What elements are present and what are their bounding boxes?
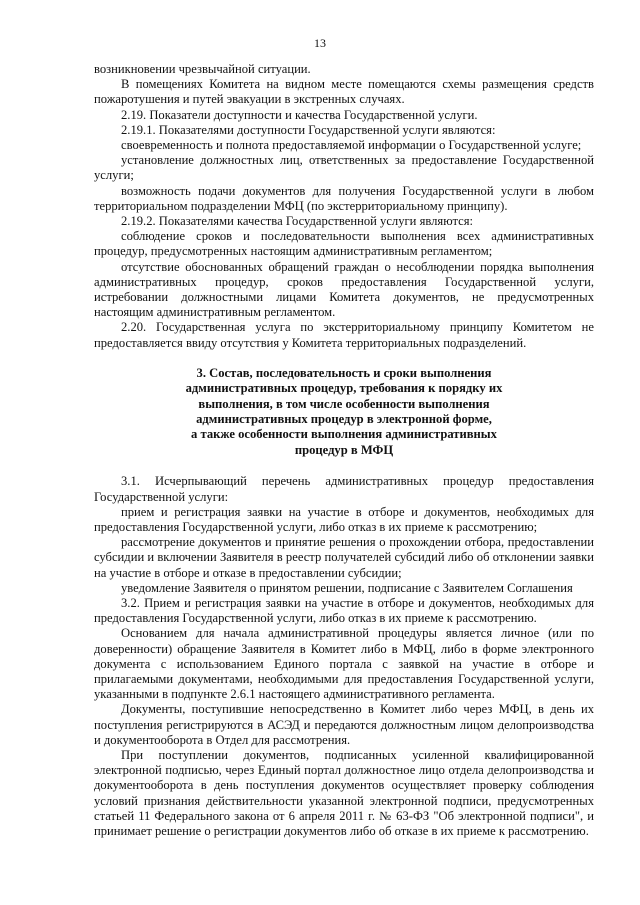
page-number: 13 — [314, 36, 326, 50]
section-heading-line: выполнения, в том числе особенности выполнения — [198, 396, 490, 411]
paragraph: 2.20. Государственная услуга по экстерриториальному принципу Комитетом не предоставляется ввиду отсутствия у Комитета территориальных подразделений. — [94, 320, 594, 350]
paragraph: 2.19.1. Показателями доступности Государственной услуги являются: — [121, 122, 496, 137]
paragraph: установление должностных лиц, ответственных за предоставление Государственной услуги; — [94, 153, 594, 183]
section-heading-line: административных процедур, требования к порядку их — [185, 381, 503, 396]
paragraph: Документы, поступившие непосредственно в Комитет либо через МФЦ, в день их поступления регистрируются в АСЭД и передаются должностным лицом делопроизводства и документооборота в Отдел для рассмотрения. — [94, 702, 594, 747]
paragraph: Основанием для начала административной процедуры является личное (или по доверенности) обращение Заявителя в Комитет либо в МФЦ, либо в форме электронного документа с использованием Единого портала с заявкой на участие в отборе и прилагаемыми документами, необходимыми для предоставления Государственной услуги, указанными в подпункте 2.6.1 настоящего административного регламента. — [94, 626, 594, 702]
paragraph: 2.19. Показатели доступности и качества Государственной услуги. — [121, 107, 478, 122]
paragraph: При поступлении документов, подписанных усиленной квалифицированной электронной подписью, через Единый портал должностное лицо отдела делопроизводства и документооборота в день поступления документов осуществляет проверку соблюдения условий признания действительности указанной электронной подписи, предусмотренных статьей 11 Федерального закона от 6 апреля 2011 г. № 63-ФЗ "Об электронной подписи", и принимает решение о регистрации документов либо об отказе в их приеме к рассмотрению. — [94, 747, 594, 838]
section-heading — [94, 366, 594, 458]
paragraph: рассмотрение документов и принятие решения о прохождении отбора, предоставлении субсидии и включении Заявителя в реестр получателей субсидий либо об отклонении заявки на участие в отборе и отказе в предоставлении субсидии; — [94, 535, 594, 580]
paragraph: соблюдение сроков и последовательности выполнения всех административных процедур, предусмотренных настоящим административным регламентом; — [94, 229, 594, 259]
paragraph: 2.19.2. Показателями качества Государственной услуги являются: — [121, 214, 473, 229]
paragraph: уведомление Заявителя о принятом решении, подписание с Заявителем Соглашения — [121, 580, 573, 595]
paragraph: прием и регистрация заявки на участие в отборе и документов, необходимых для предоставления Государственной услуги, либо отказ в их приеме к рассмотрению; — [94, 504, 594, 534]
section-heading-line: административных процедур в электронной форме, — [196, 412, 492, 427]
paragraph: 3.1. Исчерпывающий перечень административных процедур предоставления Государственной услуги: — [94, 474, 594, 504]
paragraph: 3.2. Прием и регистрация заявки на участие в отборе и документов, необходимых для предоставления Государственной услуги, либо отказ в их приеме к рассмотрению. — [94, 595, 594, 626]
paragraph: возможность подачи документов для получения Государственной услуги в любом территориальном подразделении МФЦ (по экстерриториальному принципу). — [94, 183, 594, 213]
paragraph: своевременность и полнота предоставляемой информации о Государственной услуге; — [121, 138, 582, 153]
section-heading-line: 3. Состав, последовательность и сроки выполнения — [196, 365, 492, 380]
paragraph: В помещениях Комитета на видном месте помещаются схемы размещения средств пожаротушения и путей эвакуации в экстренных случаях. — [94, 77, 594, 107]
section-heading-line: процедур в МФЦ — [294, 442, 394, 457]
section-heading-line: а также особенности выполнения административных — [191, 427, 497, 442]
document-body — [94, 62, 594, 839]
paragraph: возникновении чрезвычайной ситуации. — [94, 62, 311, 76]
paragraph: отсутствие обоснованных обращений граждан о несоблюдении порядка выполнения административных процедур, сроков предоставления Государственной услуги, истребовании должностными лицами Комитета документов, не предусмотренных настоящим административным регламентом. — [94, 259, 594, 320]
